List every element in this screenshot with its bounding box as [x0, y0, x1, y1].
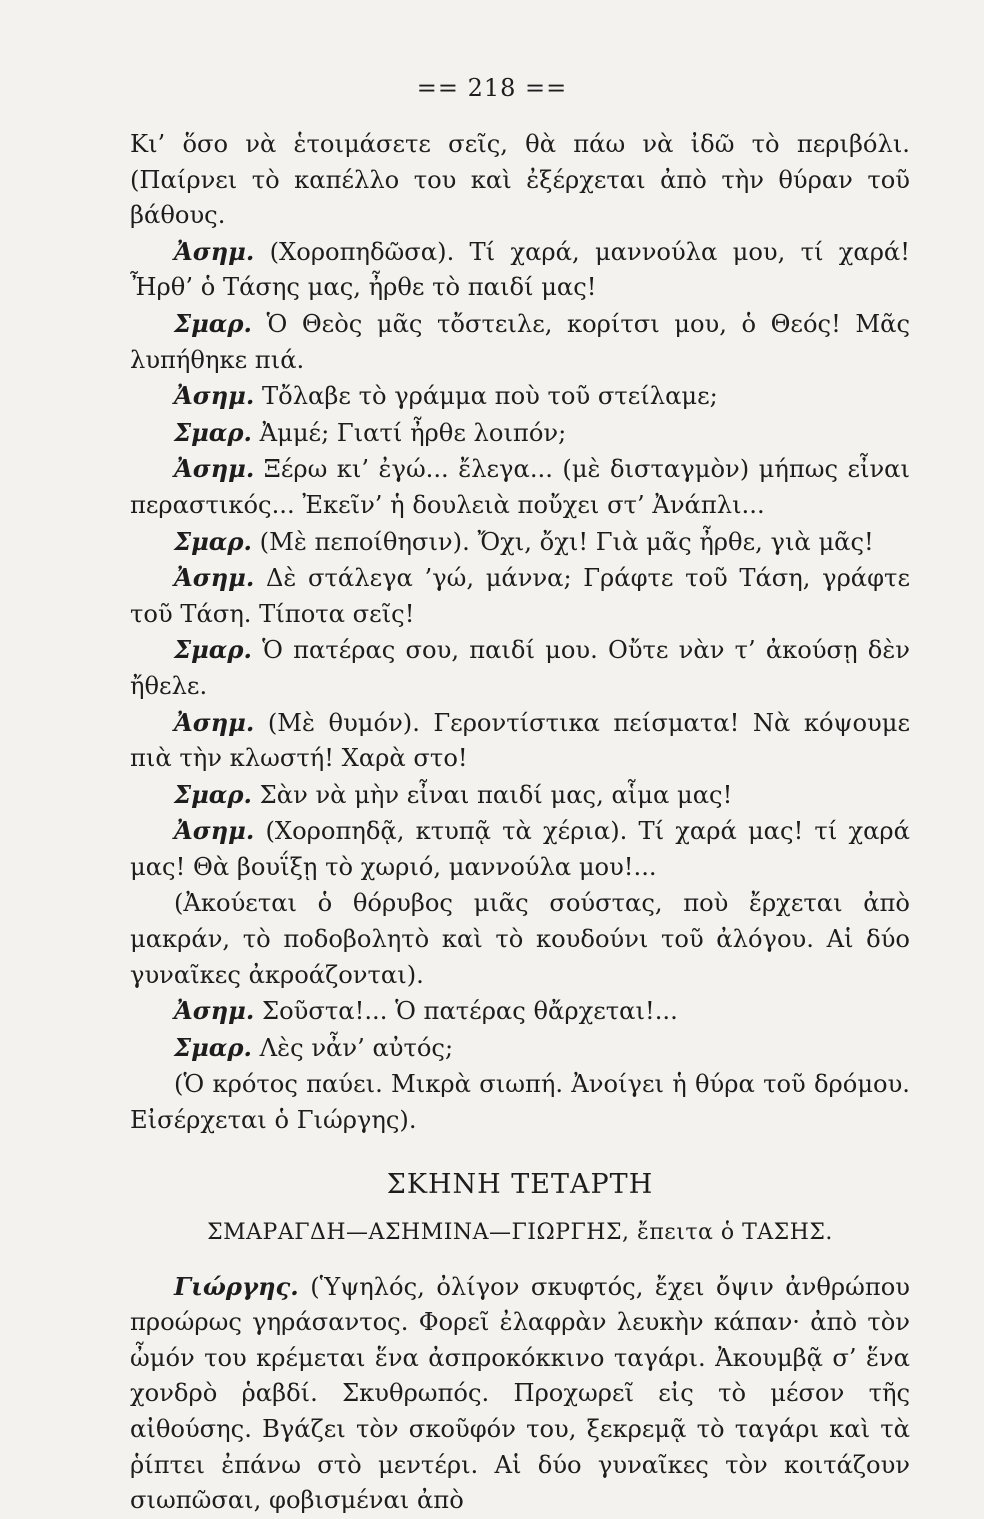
dialogue-line [130, 632, 910, 704]
line-text: Τὄλαβε τὸ γράμμα ποὺ τοῦ στείλαμε; [262, 382, 718, 411]
dialogue-line [130, 813, 910, 885]
dialogue-line [130, 524, 910, 561]
dialogue-line [130, 1269, 910, 1519]
dialogue-line [130, 378, 910, 415]
line-text: Λὲς νἆν’ αὐτός; [259, 1033, 454, 1062]
dialogue-line [130, 777, 910, 814]
dialogue-line [130, 451, 910, 523]
dialogue-line [130, 993, 910, 1030]
scene-cast: ΣΜΑΡΑΓΔΗ—ΑΣΗΜΙΝΑ—ΓΙΩΡΓΗΣ, ἔπειτα ὁ ΤΑΣΗΣ. [207, 1219, 833, 1245]
page-body [130, 126, 910, 1519]
line-text: (Μὲ θυμόν). Γεροντίστικα πείσματα! Νὰ κόψουμε πιὰ τὴν κλωστή! Χαρὰ στο! [130, 708, 910, 773]
line-text: Δὲ στάλεγα ’γώ, μάννα; Γράφτε τοῦ Τάση, γράφτε τοῦ Τάση. Τίποτα σεῖς! [130, 564, 910, 628]
line-text: (Ὑψηλός, ὀλίγον σκυφτός, ἔχει ὄψιν ἀνθρώπου προώρως γηράσαντος. Φορεῖ ἐλαφρὰν λευκὴν κάπαν· ἀπὸ τὸν ὦμόν του κρέμεται ἕνα ἀσπροκόκκινο ταγάρι. Ἀκουμβᾷ σ’ ἕνα χονδρὸ ῥαβδί. Σκυθρωπός. Προχωρεῖ εἰς τὸ μέσον τῆς αἰθούσης. Βγάζει τὸν σκοῦφόν του, ξεκρεμᾷ τὸ ταγάρι καὶ τὰ ῥίπτει ἐπάνω στὸ μεντέρι. Αἱ δύο γυναῖκες τὸν κοιτάζουν σιωπῶσαι, φοβισμέναι ἀπὸ [130, 1272, 910, 1515]
speaker: Ἀσημ. [174, 381, 255, 411]
speaker: Σμαρ. [174, 417, 252, 447]
speaker: Ἀσημ. [174, 996, 255, 1026]
speaker: Ἀσημ. [174, 454, 255, 484]
dialogue-line [130, 415, 910, 452]
scene-title: ΣΚΗΝΗ ΤΕΤΑΡΤΗ [386, 1168, 654, 1200]
dialogue-line [130, 560, 910, 632]
line-text: (Μὲ πεποίθησιν). Ὄχι, ὄχι! Γιὰ μᾶς ἦρθε, γιὰ μᾶς! [259, 527, 874, 556]
page-number: == 218 == [416, 74, 568, 102]
line-text: (Χοροπηδᾷ, κτυπᾷ τὰ χέρια). Τί χαρά μας! τί χαρά μας! Θὰ βουΐξῃ τὸ χωριό, μαννούλα μου!... [130, 817, 910, 881]
line-text: (Ὁ κρότος παύει. Μικρὰ σιωπή. Ἀνοίγει ἡ θύρα τοῦ δρόμου. Εἰσέρχεται ὁ Γιώργης). [130, 1070, 910, 1135]
speaker: Γιώργης. [174, 1271, 299, 1301]
line-text: Σὰν νὰ μὴν εἶναι παιδί μας, αἷμα μας! [259, 780, 733, 809]
speaker: Σμαρ. [174, 635, 252, 665]
speaker: Ἀσημ. [174, 236, 255, 266]
line-text: Ὁ πατέρας σου, παιδί μου. Οὔτε νὰν τ’ ἀκούσῃ δὲν ἤθελε. [130, 636, 910, 700]
line-text: (Ἀκούεται ὁ θόρυβος μιᾶς σούστας, ποὺ ἔρχεται ἀπὸ μακράν, τὸ ποδοβολητὸ καὶ τὸ κουδούνι τοῦ ἀλόγου. Αἱ δύο γυναῖκες ἀκροάζονται). [130, 889, 910, 989]
speaker: Ἀσημ. [174, 707, 255, 737]
line-text: Ξέρω κι’ ἐγώ... ἔλεγα... (μὲ δισταγμὸν) μήπως εἶναι περαστικός... Ἐκεῖν’ ἡ δουλειὰ ποὔχει στ’ Ἀνάπλι... [130, 455, 910, 519]
speaker: Σμαρ. [174, 526, 252, 556]
dialogue-line [130, 126, 910, 234]
dialogue-line [130, 234, 910, 306]
speaker: Ἀσημ. [174, 563, 255, 593]
line-text: (Χοροπηδῶσα). Τί χαρά, μαννούλα μου, τί χαρά! Ἦρθ’ ὁ Τάσης μας, ἦρθε τὸ παιδί μας! [130, 237, 910, 302]
dialogue-line [130, 1030, 910, 1067]
speaker: Ἀσημ. [174, 816, 255, 846]
line-text: Ὁ Θεὸς μᾶς τὄστειλε, κορίτσι μου, ὁ Θεός! Μᾶς λυπήθηκε πιά. [130, 309, 910, 374]
stage-direction [130, 885, 910, 993]
dialogue-line [130, 705, 910, 777]
stage-direction [130, 1066, 910, 1138]
speaker: Σμαρ. [174, 779, 252, 809]
line-text: Κι’ ὅσο νὰ ἑτοιμάσετε σεῖς, θὰ πάω νὰ ἰδῶ τὸ περιβόλι. (Παίρνει τὸ καπέλλο του καὶ ἐξέρχεται ἀπὸ τὴν θύραν τοῦ βάθους. [130, 130, 910, 230]
speaker: Σμαρ. [174, 1032, 252, 1062]
line-text: Σοῦστα!... Ὁ πατέρας θἄρχεται!... [262, 997, 678, 1026]
speaker: Σμαρ. [174, 308, 252, 338]
line-text: Ἀμμέ; Γιατί ἦρθε λοιπόν; [259, 418, 567, 447]
dialogue-line [130, 306, 910, 378]
